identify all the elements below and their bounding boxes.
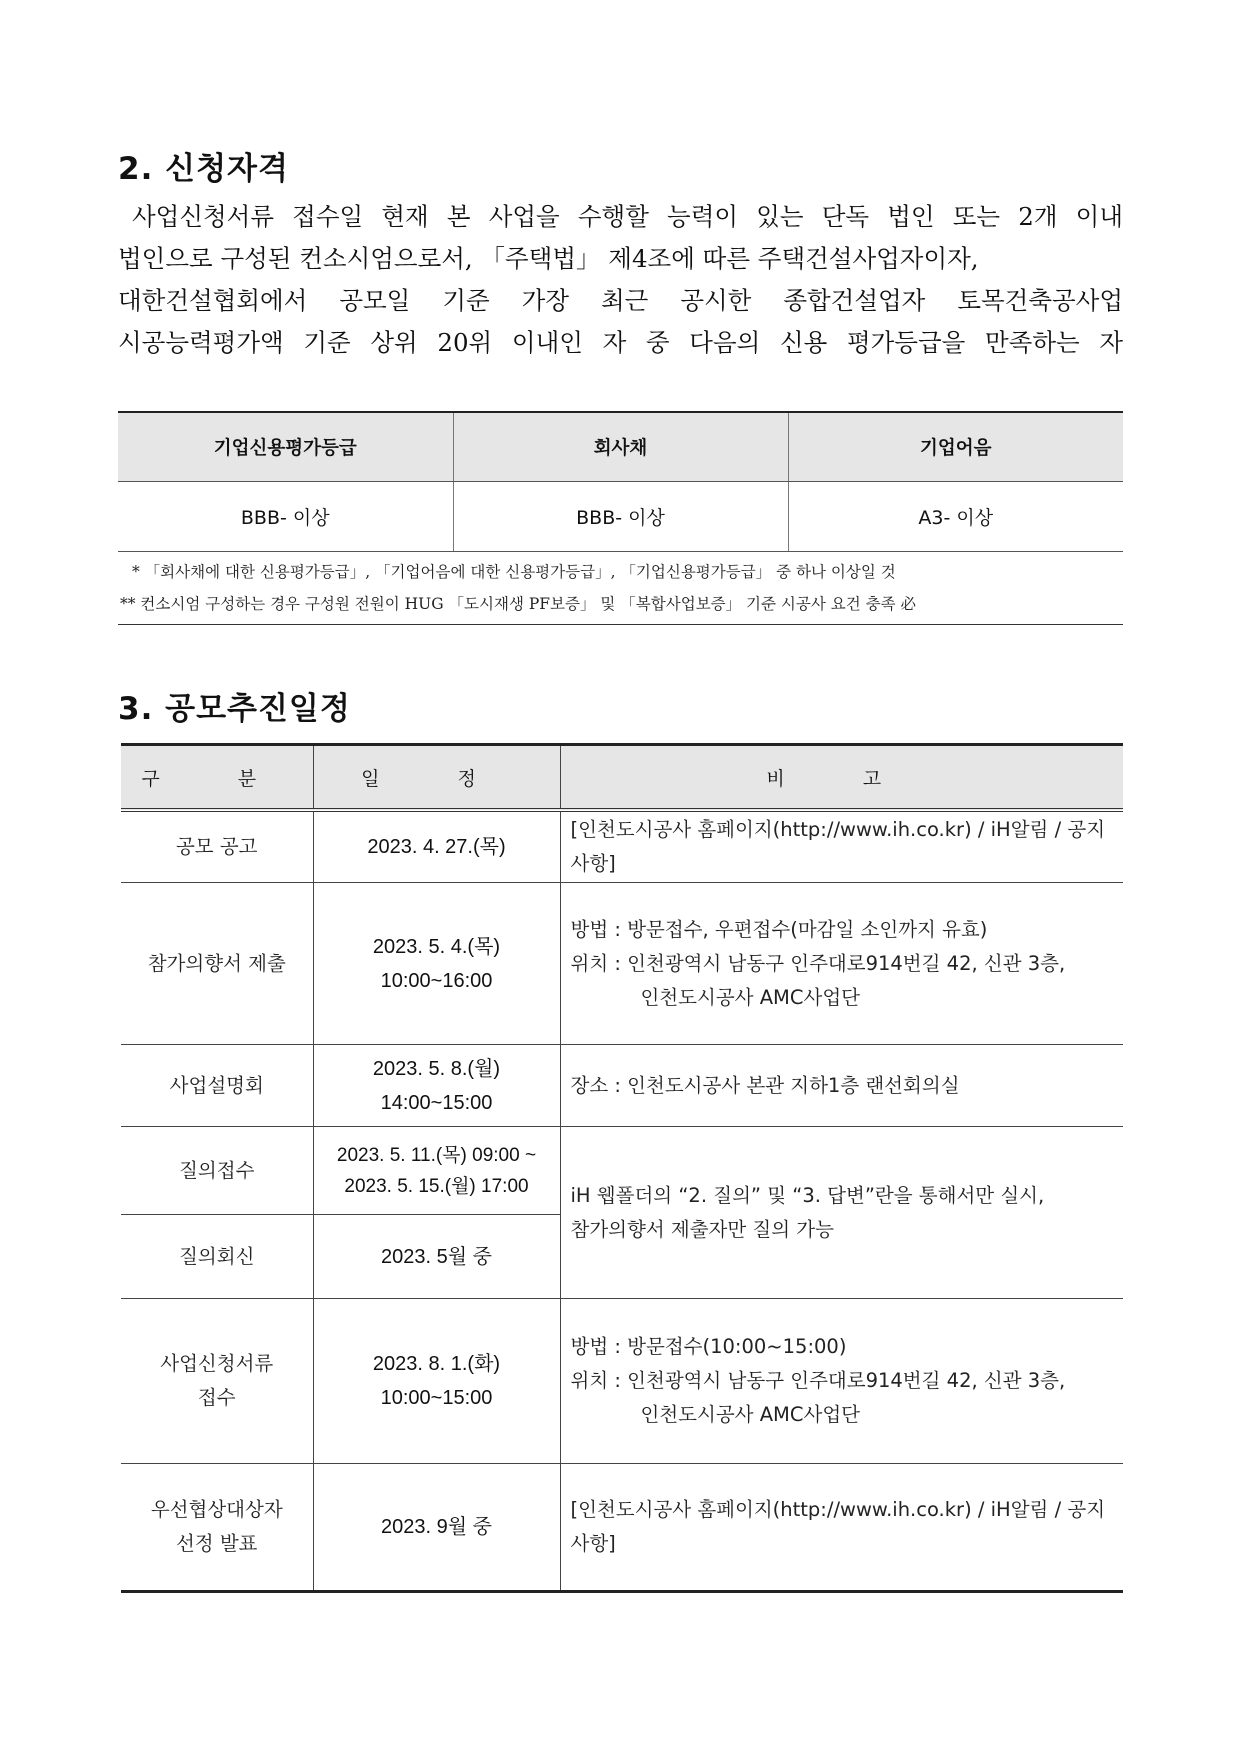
row-category: 우선협상대상자 선정 발표 (121, 1464, 313, 1592)
row-date: 2023. 5. 11.(목) 09:00 ~ 2023. 5. 15.(월) 17:00 (313, 1127, 560, 1215)
row-category: 사업설명회 (121, 1045, 313, 1127)
row-remarks: [인천도시공사 홈페이지(http://www.ih.co.kr) / iH알림 / 공지사항] (560, 810, 1123, 883)
column-header: 기업신용평가등급 (118, 412, 453, 482)
table-header-row (118, 412, 1123, 482)
paragraph-line: 사업신청서류 접수일 현재 본 사업을 수행할 능력이 있는 단독 법인 또는 2개 이내 (132, 202, 1123, 231)
row-category: 질의접수 (121, 1127, 313, 1215)
table-header-row (121, 745, 1123, 811)
paragraph-line: 대한건설협회에서 공모일 기준 가장 최근 공시한 종합건설업자 토목건축공사업 (118, 286, 1123, 315)
table-row (121, 883, 1123, 1045)
table-row (121, 1127, 1123, 1215)
row-date: 2023. 5월 중 (313, 1215, 560, 1299)
row-remarks: 장소 : 인천도시공사 본관 지하1층 랜선회의실 (560, 1045, 1123, 1127)
column-header: 회사채 (453, 412, 788, 482)
column-header-remarks: 비 고 (560, 745, 1123, 811)
row-category: 질의회신 (121, 1215, 313, 1299)
schedule-table (121, 743, 1123, 1593)
table-row (121, 1299, 1123, 1464)
paragraph-line: 법인으로 구성된 컨소시엄으로서, 「주택법」 제4조에 따른 주택건설사업자이자, (118, 244, 979, 273)
row-date: 2023. 4. 27.(목) (313, 810, 560, 883)
table-row (118, 482, 1123, 552)
column-header: 기업어음 (788, 412, 1123, 482)
row-category: 공모 공고 (121, 810, 313, 883)
eligibility-paragraph (118, 196, 1123, 364)
table-row (121, 1464, 1123, 1592)
column-header-date: 일 정 (313, 745, 560, 811)
section-2-title: 2. 신청자격 (118, 151, 289, 187)
paragraph-line: 시공능력평가액 기준 상위 20위 이내인 자 중 다음의 신용 평가등급을 만족하는 자 (118, 328, 1123, 357)
row-category: 사업신청서류 접수 (121, 1299, 313, 1464)
row-remarks: iH 웹폴더의 “2. 질의” 및 “3. 답변”란을 통해서만 실시, 참가의향서 제출자만 질의 가능 (560, 1127, 1123, 1299)
row-remarks: 방법 : 방문접수, 우편접수(마감일 소인까지 유효) 위치 : 인천광역시 남동구 인주대로914번길 42, 신관 3층, 인천도시공사 AMC사업단 (560, 883, 1123, 1045)
table-cell: A3- 이상 (788, 482, 1123, 552)
credit-rating-table (118, 411, 1123, 552)
row-category: 참가의향서 제출 (121, 883, 313, 1045)
row-date: 2023. 9월 중 (313, 1464, 560, 1592)
row-date: 2023. 5. 4.(목) 10:00~16:00 (313, 883, 560, 1045)
row-remarks: 방법 : 방문접수(10:00~15:00) 위치 : 인천광역시 남동구 인주대로914번길 42, 신관 3층, 인천도시공사 AMC사업단 (560, 1299, 1123, 1464)
row-date: 2023. 8. 1.(화) 10:00~15:00 (313, 1299, 560, 1464)
table-cell: BBB- 이상 (118, 482, 453, 552)
column-header-category: 구 분 (121, 745, 313, 811)
note-line: * 「회사채에 대한 신용평가등급」, 「기업어음에 대한 신용평가등급」, 「기업신용평가등급」 중 하나 이상일 것 (132, 563, 896, 581)
table-row (121, 810, 1123, 883)
note-line: ** 컨소시엄 구성하는 경우 구성원 전원이 HUG 「도시재생 PF보증」 및 「복합사업보증」 기준 시공사 요건 충족 必 (120, 595, 917, 613)
row-remarks: [인천도시공사 홈페이지(http://www.ih.co.kr) / iH알림 / 공지사항] (560, 1464, 1123, 1592)
section-3-title: 3. 공모추진일정 (118, 691, 351, 727)
credit-notes (118, 552, 1123, 625)
row-date: 2023. 5. 8.(월) 14:00~15:00 (313, 1045, 560, 1127)
table-row (121, 1045, 1123, 1127)
table-cell: BBB- 이상 (453, 482, 788, 552)
